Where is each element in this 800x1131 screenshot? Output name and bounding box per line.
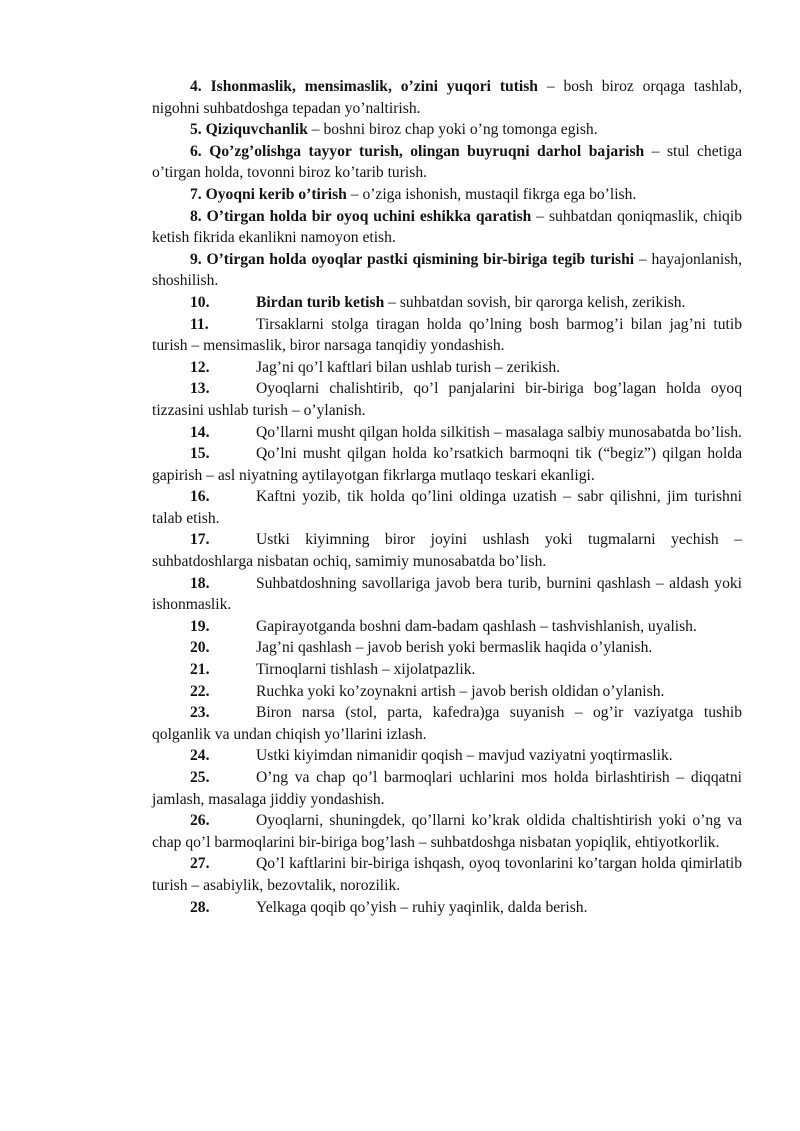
list-item — [152, 206, 742, 249]
item-text: – boshni biroz chap yoki o’ng tomonga egish. — [307, 121, 598, 139]
item-term: O’tirgan holda bir oyoq uchini eshikka qaratish — [206, 207, 532, 225]
item-text: Jag’ni qo’l kaftlari bilan ushlab turish – zerikish. — [256, 358, 561, 376]
item-number: 13. — [190, 380, 210, 398]
item-number: 16. — [190, 488, 210, 506]
item-number: 6. — [190, 142, 202, 160]
item-number: 28. — [190, 898, 210, 916]
item-number: 4. — [190, 78, 202, 95]
item-number: 9. — [190, 250, 202, 268]
item-text: Jag’ni qashlash – javob berish yoki bermaslik haqida o’ylanish. — [256, 639, 653, 657]
list-item — [152, 681, 742, 703]
item-number: 23. — [190, 704, 210, 722]
item-number: 17. — [190, 531, 210, 549]
list-item — [152, 637, 742, 659]
item-number: 21. — [190, 661, 210, 679]
item-text: Qo’llarni musht qilgan holda silkitish – masalaga salbiy munosabatda bo’lish. — [256, 423, 742, 441]
item-text: Qo’lni musht qilgan holda ko’rsatkich barmoqni tik (“begiz”) qilgan holda gapirish – asl niyatning aytilayotgan fikrlarga mutlaqo teskari ekanligi. — [152, 445, 742, 484]
item-text: Tirnoqlarni tishlash – xijolatpazlik. — [256, 661, 476, 679]
item-number: 27. — [190, 855, 210, 873]
item-term: Oyoqni kerib o’tirish — [205, 185, 347, 203]
item-number: 22. — [190, 682, 210, 700]
list-item — [152, 897, 742, 919]
item-text: O’ng va chap qo’l barmoqlari uchlarini mos holda birlashtirish – diqqatni jamlash, masalaga jiddiy yondashish. — [152, 769, 742, 808]
item-number: 18. — [190, 574, 210, 592]
item-text: – bosh biroz orqaga tashlab, nigohni suhbatdoshga tepadan yo’naltirish. — [152, 78, 742, 117]
document-page — [152, 76, 742, 918]
item-number: 24. — [190, 747, 210, 765]
list-item — [152, 486, 742, 529]
list-item — [152, 573, 742, 616]
item-text: Suhbatdoshning savollariga javob bera turib, burnini qashlash – aldash yoki ishonmaslik. — [152, 574, 742, 614]
item-number: 12. — [190, 358, 210, 376]
item-number: 26. — [190, 812, 210, 830]
list-item — [152, 292, 742, 314]
item-text: – stul chetiga o’tirgan holda, tovonni biroz ko’tarib turish. — [152, 142, 742, 182]
list-item — [152, 810, 742, 853]
item-number: 25. — [190, 769, 210, 786]
item-number: 14. — [190, 423, 210, 441]
item-text: Tirsaklarni stolga tiragan holda qo’lning bosh barmog’i bilan jag’ni tutib turish – mensimaslik, biror narsaga tanqidiy yondashish. — [152, 315, 742, 355]
item-number: 19. — [190, 617, 210, 635]
list-item — [152, 745, 742, 767]
item-text: Oyoqlarni chalishtirib, qo’l panjalarini bir-biriga bog’lagan holda oyoq tizzasini ushlab turish – o’ylanish. — [152, 380, 742, 419]
item-text: – hayajonlanish, shoshilish. — [152, 250, 742, 290]
list-item — [152, 422, 742, 444]
list-item — [152, 616, 742, 638]
item-number: 10. — [190, 293, 210, 311]
item-term: Ishonmaslik, mensimaslik, o’zini yuqori tutish — [210, 78, 538, 95]
item-number: 5. — [190, 121, 202, 139]
item-text: Biron narsa (stol, parta, kafedra)ga suyanish – og’ir vaziyatga tushib qolganlik va undan chiqish yo’llarini izlash. — [152, 704, 742, 743]
list-item — [152, 141, 742, 184]
item-number: 11. — [190, 315, 209, 333]
item-text: Qo’l kaftlarini bir-biriga ishqash, oyoq tovonlarini ko’targan holda qimirlatib turish – asabiylik, bezovtalik, norozilik. — [152, 855, 742, 894]
item-text: Gapirayotganda boshni dam-badam qashlash – tashvishlanish, uyalish. — [256, 617, 697, 635]
item-text: Kaftni yozib, tik holda qo’lini oldinga uzatish – sabr qilishni, jim turishni talab etish. — [152, 488, 742, 527]
list-item — [152, 529, 742, 572]
list-item — [152, 184, 742, 206]
item-term: O’tirgan holda oyoqlar pastki qismining bir-biriga tegib turishi — [206, 250, 635, 268]
list-item — [152, 767, 742, 810]
list-item — [152, 357, 742, 379]
item-text: Ruchka yoki ko’zoynakni artish – javob berish oldidan o’ylanish. — [256, 682, 665, 700]
item-number: 15. — [190, 445, 210, 463]
item-term: Birdan turib ketish — [256, 293, 385, 311]
list-item — [152, 76, 742, 119]
list-item — [152, 702, 742, 745]
item-term: Qo’zg’olishga tayyor turish, olingan buyruqni darhol bajarish — [209, 142, 645, 160]
item-text: – o’ziga ishonish, mustaqil fikrga ega bo’lish. — [346, 185, 637, 203]
item-number: 7. — [190, 185, 202, 203]
list-item — [152, 659, 742, 681]
list-item — [152, 119, 742, 141]
item-number: 8. — [190, 207, 202, 225]
list-item — [152, 314, 742, 357]
list-item — [152, 378, 742, 421]
item-number: 20. — [190, 639, 210, 657]
item-text: Ustki kiyimning biror joyini ushlash yoki tugmalarni yechish – suhbatdoshlarga nisbatan ochiq, samimiy munosabatda bo’lish. — [152, 531, 742, 571]
list-item — [152, 853, 742, 896]
item-text: Yelkaga qoqib qo’yish – ruhiy yaqinlik, dalda berish. — [256, 898, 588, 916]
item-text: Oyoqlarni, shuningdek, qo’llarni ko’krak oldida chaltishtirish yoki o’ng va chap qo’l barmoqlarini bir-biriga bog’lash – suhbatdoshga nisbatan yopiqlik, ehtiyotkorlik. — [152, 812, 742, 851]
list-item — [152, 249, 742, 292]
item-text: – suhbatdan qoniqmaslik, chiqib ketish fikrida ekanlikni namoyon etish. — [152, 207, 742, 247]
item-text: – suhbatdan sovish, bir qarorga kelish, zerikish. — [384, 293, 686, 311]
list-item — [152, 443, 742, 486]
item-term: Qiziquvchanlik — [205, 121, 308, 139]
item-text: Ustki kiyimdan nimanidir qoqish – mavjud vaziyatni yoqtirmaslik. — [256, 747, 673, 765]
